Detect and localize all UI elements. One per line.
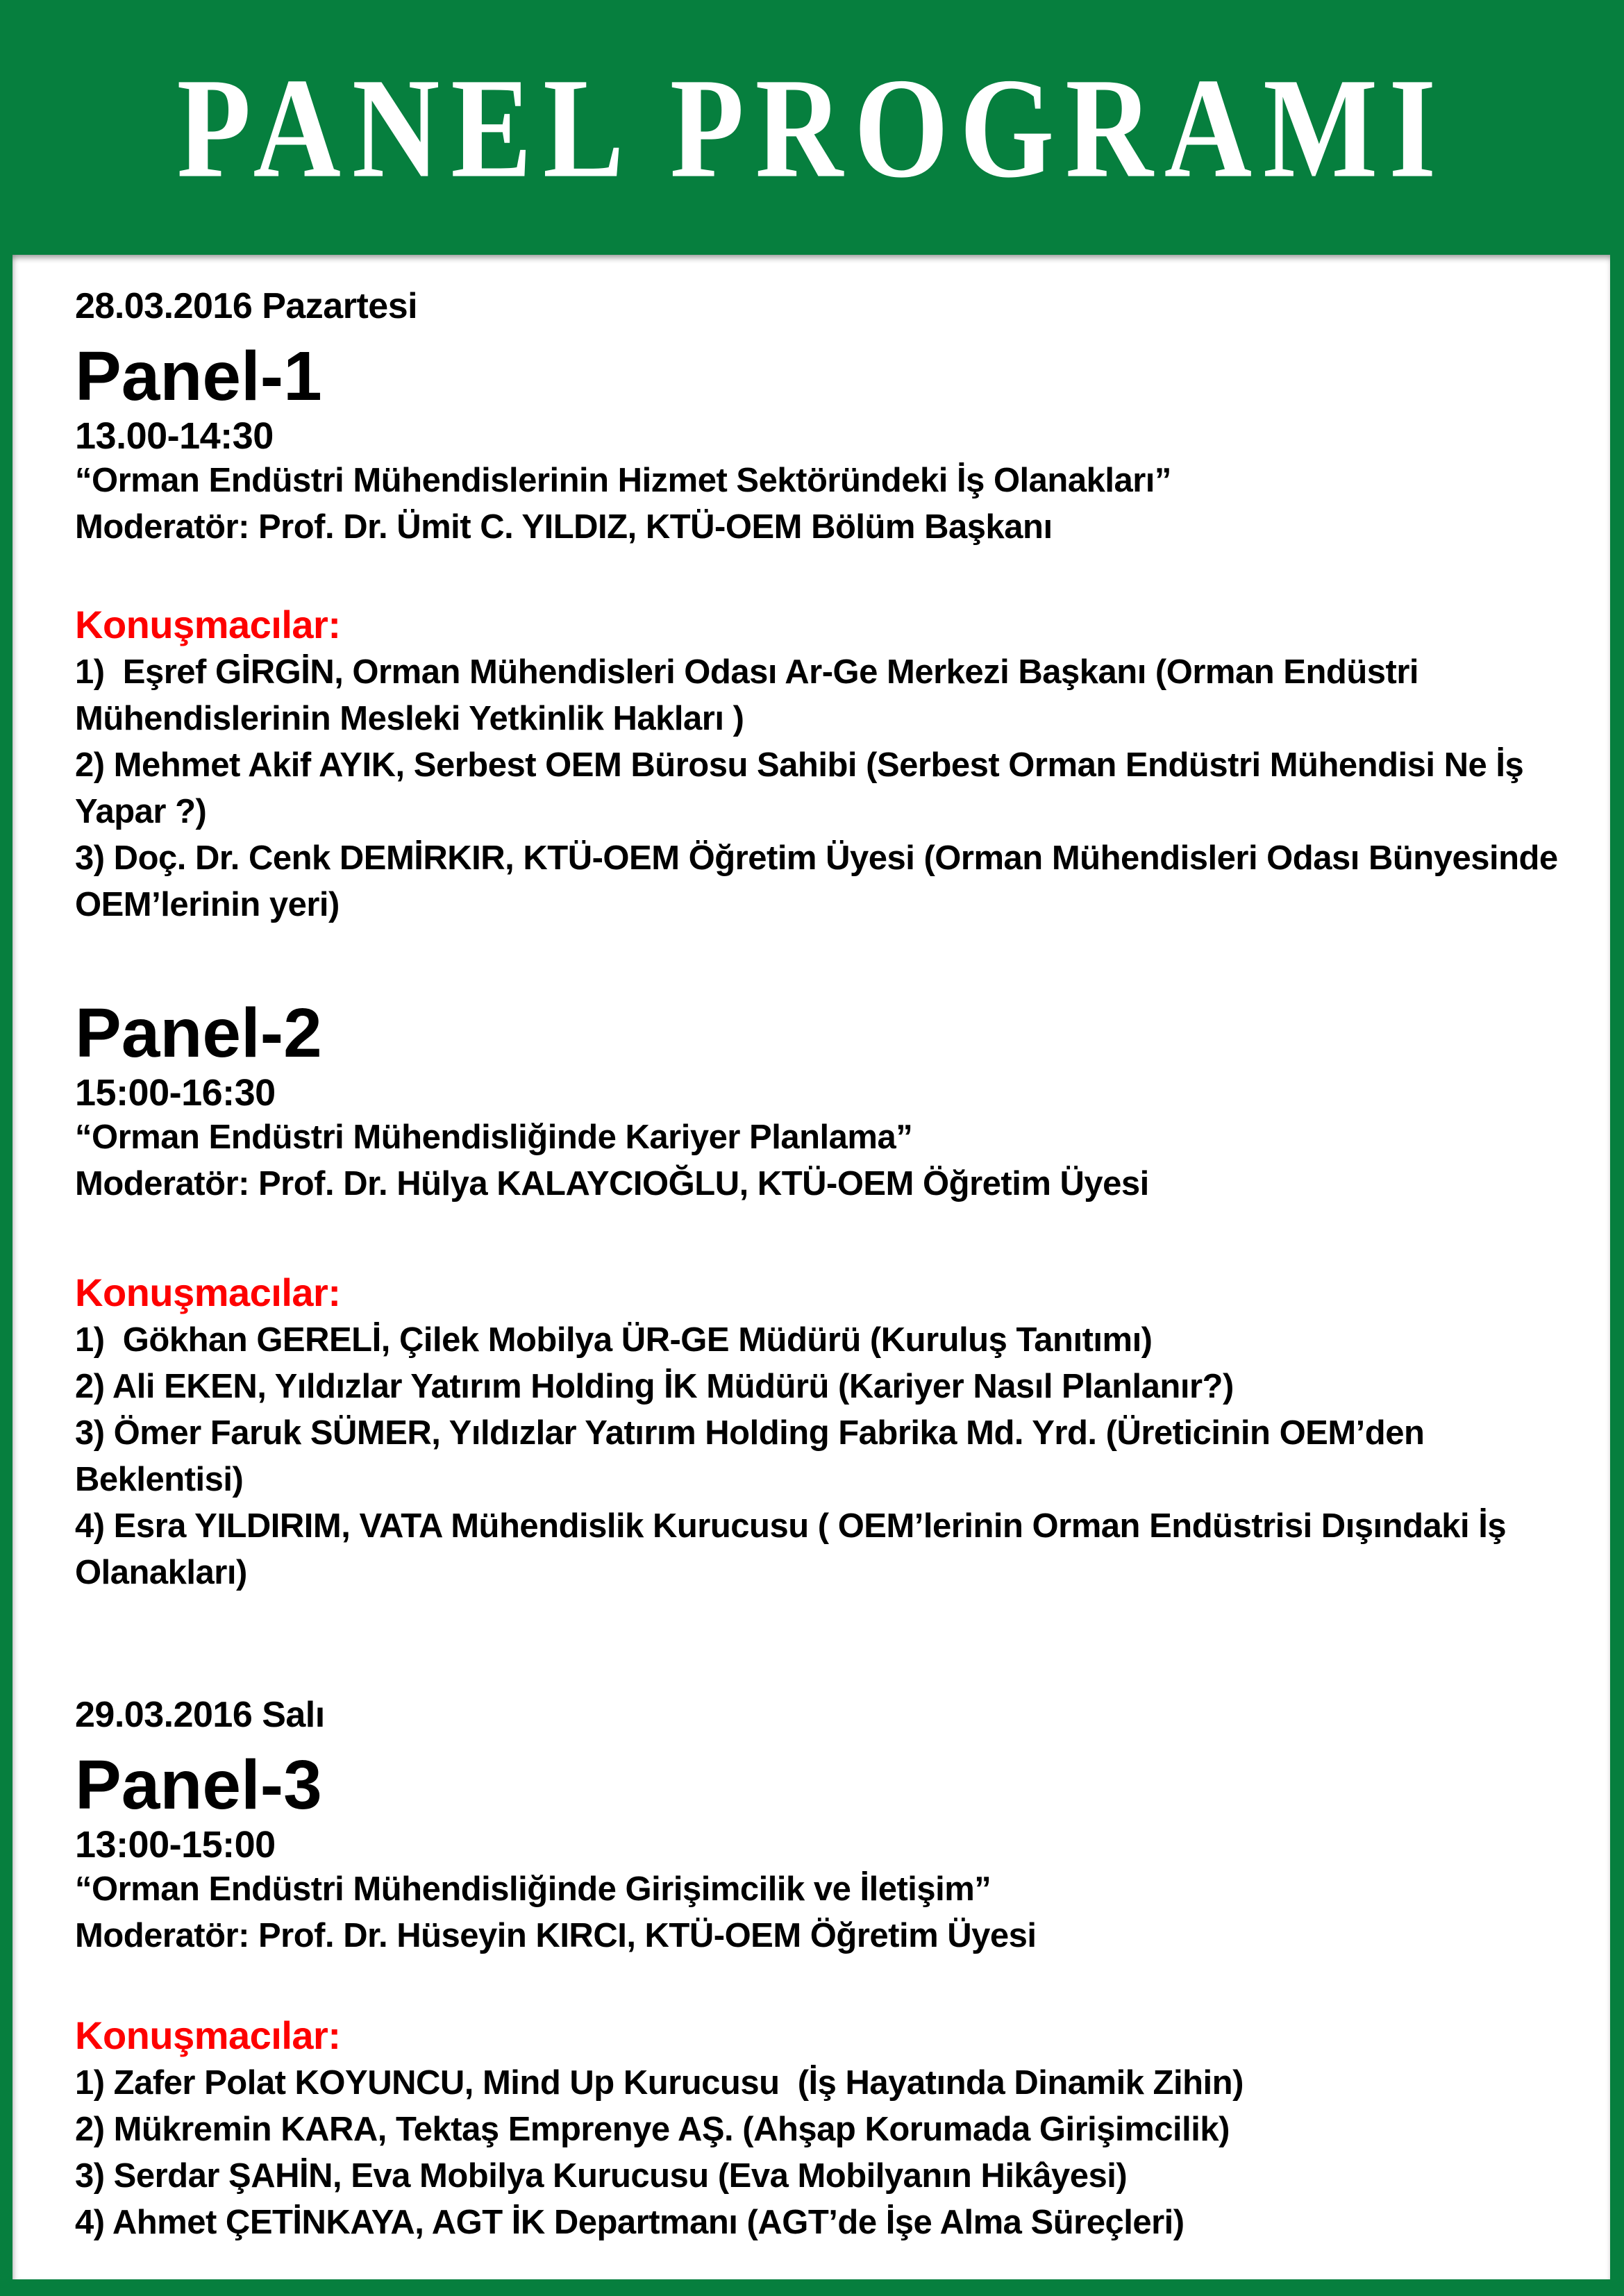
panel-2-speakers-heading: Konuşmacılar: bbox=[75, 1271, 341, 1314]
panel-2-time: 15:00-16:30 bbox=[75, 1072, 276, 1114]
speaker-item: 2) Mehmet Akif AYIK, Serbest OEM Bürosu Sahibi (Serbest Orman Endüstri Mühendisi Ne İş Yapar ?) bbox=[75, 746, 1532, 830]
event-date: 29.03.2016 Salı bbox=[75, 1695, 325, 1735]
speaker-item: 4) Esra YILDIRIM, VATA Mühendislik Kurucusu ( OEM’lerinin Orman Endüstrisi Dışındaki İş Olanakları) bbox=[75, 1507, 1516, 1591]
panel-3-speakers-heading: Konuşmacılar: bbox=[75, 2013, 341, 2057]
panel-2-moderator: Moderatör: Prof. Dr. Hülya KALAYCIOĞLU, KTÜ-OEM Öğretim Üyesi bbox=[75, 1165, 1149, 1203]
speaker-item: 2) Mükremin KARA, Tektaş Emprenye AŞ. (Ahşap Korumada Girişimcilik) bbox=[75, 2111, 1230, 2148]
panel-3-speakers-list bbox=[75, 2060, 1570, 2246]
event-date: 28.03.2016 Pazartesi bbox=[75, 286, 418, 326]
panel-1-moderator: Moderatör: Prof. Dr. Ümit C. YILDIZ, KTÜ-OEM Bölüm Başkanı bbox=[75, 508, 1053, 546]
speaker-item: 3) Serdar ŞAHİN, Eva Mobilya Kurucusu (Eva Mobilyanın Hikâyesi) bbox=[75, 2157, 1128, 2195]
panel-1-topic: “Orman Endüstri Mühendislerinin Hizmet Sektöründeki İş Olanakları” bbox=[75, 462, 1171, 499]
poster-title: PANEL PROGRAMI bbox=[176, 48, 1448, 208]
speaker-item: 1) Eşref GİRGİN, Orman Mühendisleri Odası Ar-Ge Merkezi Başkanı (Orman Endüstri Mühendislerinin Mesleki Yetkinlik Hakları ) bbox=[75, 653, 1428, 737]
banner bbox=[0, 0, 1624, 255]
speaker-item: 2) Ali EKEN, Yıldızlar Yatırım Holding İK Müdürü (Kariyer Nasıl Planlanır?) bbox=[75, 1368, 1234, 1405]
panel-2-title: Panel-2 bbox=[75, 994, 322, 1072]
panel-2-speakers-list bbox=[75, 1317, 1570, 1596]
panel-1-title: Panel-1 bbox=[75, 337, 322, 415]
speaker-item: 1) Gökhan GERELİ, Çilek Mobilya ÜR-GE Müdürü (Kuruluş Tanıtımı) bbox=[75, 1321, 1153, 1359]
panel-3-moderator: Moderatör: Prof. Dr. Hüseyin KIRCI, KTÜ-OEM Öğretim Üyesi bbox=[75, 1917, 1037, 1954]
panel-1-speakers-list bbox=[75, 649, 1570, 928]
panel-3-title: Panel-3 bbox=[75, 1746, 322, 1824]
speaker-item: 1) Zafer Polat KOYUNCU, Mind Up Kurucusu (İş Hayatında Dinamik Zihin) bbox=[75, 2064, 1244, 2102]
program-sheet bbox=[12, 255, 1610, 2279]
speaker-item: 3) Doç. Dr. Cenk DEMİRKIR, KTÜ-OEM Öğretim Üyesi (Orman Mühendisleri Odası Bünyesinde OEM’lerinin yeri) bbox=[75, 839, 1567, 923]
speaker-item: 4) Ahmet ÇETİNKAYA, AGT İK Departmanı (AGT’de İşe Alma Süreçleri) bbox=[75, 2204, 1184, 2241]
panel-1-time: 13.00-14:30 bbox=[75, 415, 274, 457]
panel-3-topic: “Orman Endüstri Mühendisliğinde Girişimcilik ve İletişim” bbox=[75, 1870, 991, 1908]
speaker-item: 3) Ömer Faruk SÜMER, Yıldızlar Yatırım Holding Fabrika Md. Yrd. (Üreticinin OEM’den Beklentisi) bbox=[75, 1414, 1434, 1498]
panel-3-time: 13:00-15:00 bbox=[75, 1824, 276, 1866]
panel-2-topic: “Orman Endüstri Mühendisliğinde Kariyer Planlama” bbox=[75, 1118, 913, 1156]
panel-1-speakers-heading: Konuşmacılar: bbox=[75, 603, 341, 646]
